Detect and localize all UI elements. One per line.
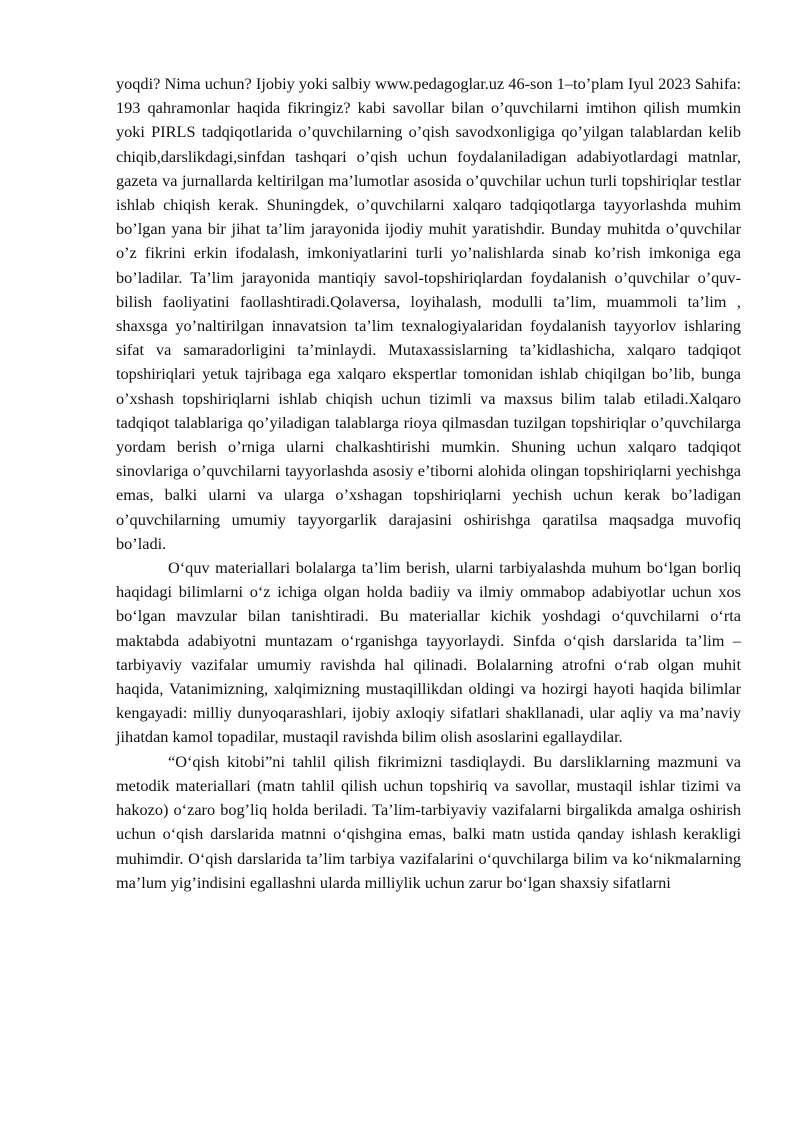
paragraph-3: “O‘qish kitobi”ni tahlil qilish fikrimizni tasdiqlaydi. Bu darsliklarning mazmuni va metodik materiallari (matn tahlil qilish uchun topshiriq va savollar, mustaqil ishlar tizimi va hakozo) o‘zaro bog’liq holda beriladi. Ta’lim-tarbiyaviy vazifalarni birgalikda amalga oshirish uchun o‘qish darslarida matnni o‘qishgina emas, balki matn ustida qanday ishlash kerakligi muhimdir. O‘qish darslarida ta’lim tarbiya vazifalarini o‘quvchilarga bilim va ko‘nikmalarning ma’lum yig’indisini egallashni ularda milliylik uchun zarur bo‘lgan shaxsiy sifatlarni <box>116 751 741 892</box>
paragraph-1: yoqdi? Nima uchun? Ijobiy yoki salbiy www.pedagoglar.uz 46-son 1–to’plam Iyul 2023 Sahifa: 193 qahramonlar haqida fikringiz? kabi savollar bilan o’quvchilarni imtihon qilish mumkin yoki PIRLS tadqiqotlarida o’quvchilarning o’qish savodxonligiga qo’yilgan talablardan kelib chiqib,darslikdagi,sinfdan tashqari o’qish uchun foydalaniladigan adabiyotlardagi matnlar, gazeta va jurnallarda keltirilgan ma’lumotlar asosida o’quvchilar uchun turli topshiriqlar testlar ishlab chiqish kerak. Shuningdek, o’quvchilarni xalqaro tadqiqotlarga tayyorlashda muhim bo’lgan yana bir jihat ta’lim jarayonida ijodiy muhit yaratishdir. Bunday muhitda o’quvchilar o’z fikrini erkin ifodalash, imkoniyatlarini turli yo’nalishlarda sinab ko’rish imkoniga ega bo’ladilar. Ta’lim jarayonida mantiqiy savol-topshiriqlardan foydalanish o’quvchilar o’quv-bilish faoliyatini faollashtiradi.Qolaversa, loyihalash, modulli ta’lim, muammoli ta’lim , shaxsga yo’naltirilgan innavatsion ta’lim texnalogiyalaridan foydalanish tayyorlov ishlaring sifat va samaradorligini ta’minlaydi. Mutaxassislarning ta’kidlashicha, xalqaro tadqiqot topshiriqlari yetuk tajribaga ega xalqaro ekspertlar tomonidan ishlab chiqilgan bo’lib, bunga o’xshash topshiriqlarni ishlab chiqish uchun tizimli va maxsus bilim talab etiladi.Xalqaro tadqiqot talablariga qo’yiladigan talablarga rioya qilmasdan tuzilgan topshiriqlar o’quvchilarga yordam berish o’rniga ularni chalkashtirishi mumkin. Shuning uchun xalqaro tadqiqot sinovlariga o’quvchilarni tayyorlashda asosiy e’tiborni alohida olingan topshiriqlarni yechishga emas, balki ularni va ularga o’xshagan topshiriqlarni yechish uchun kerak bo’ladigan o’quvchilarning umumiy tayyorgarlik darajasini oshirishga qaratilsa maqsadga muvofiq bo’ladi. <box>116 74 741 553</box>
document-page <box>116 72 741 895</box>
paragraph-2: O‘quv materiallari bolalarga ta’lim berish, ularni tarbiyalashda muhum bo‘lgan borliq haqidagi bilimlarni o‘z ichiga olgan holda badiiy va ilmiy ommabop adabiyotlar uchun xos bo‘lgan mavzular bilan tanishtiradi. Bu materiallar kichik yoshdagi o‘quvchilarni o‘rta maktabda adabiyotni muntazam o‘rganishga tayyorlaydi. Sinfda o‘qish darslarida ta’lim – tarbiyaviy vazifalar umumiy ravishda hal qilinadi. Bolalarning atrofni o‘rab olgan muhit haqida, Vatanimizning, xalqimizning mustaqillikdan oldingi va hozirgi hayoti haqida bilimlar kengayadi: milliy dunyoqarashlari, ijobiy axloqiy sifatlari shakllanadi, ular aqliy va ma’naviy jihatdan kamol topadilar, mustaqil ravishda bilim olish asoslarini egallaydilar. <box>116 558 741 747</box>
